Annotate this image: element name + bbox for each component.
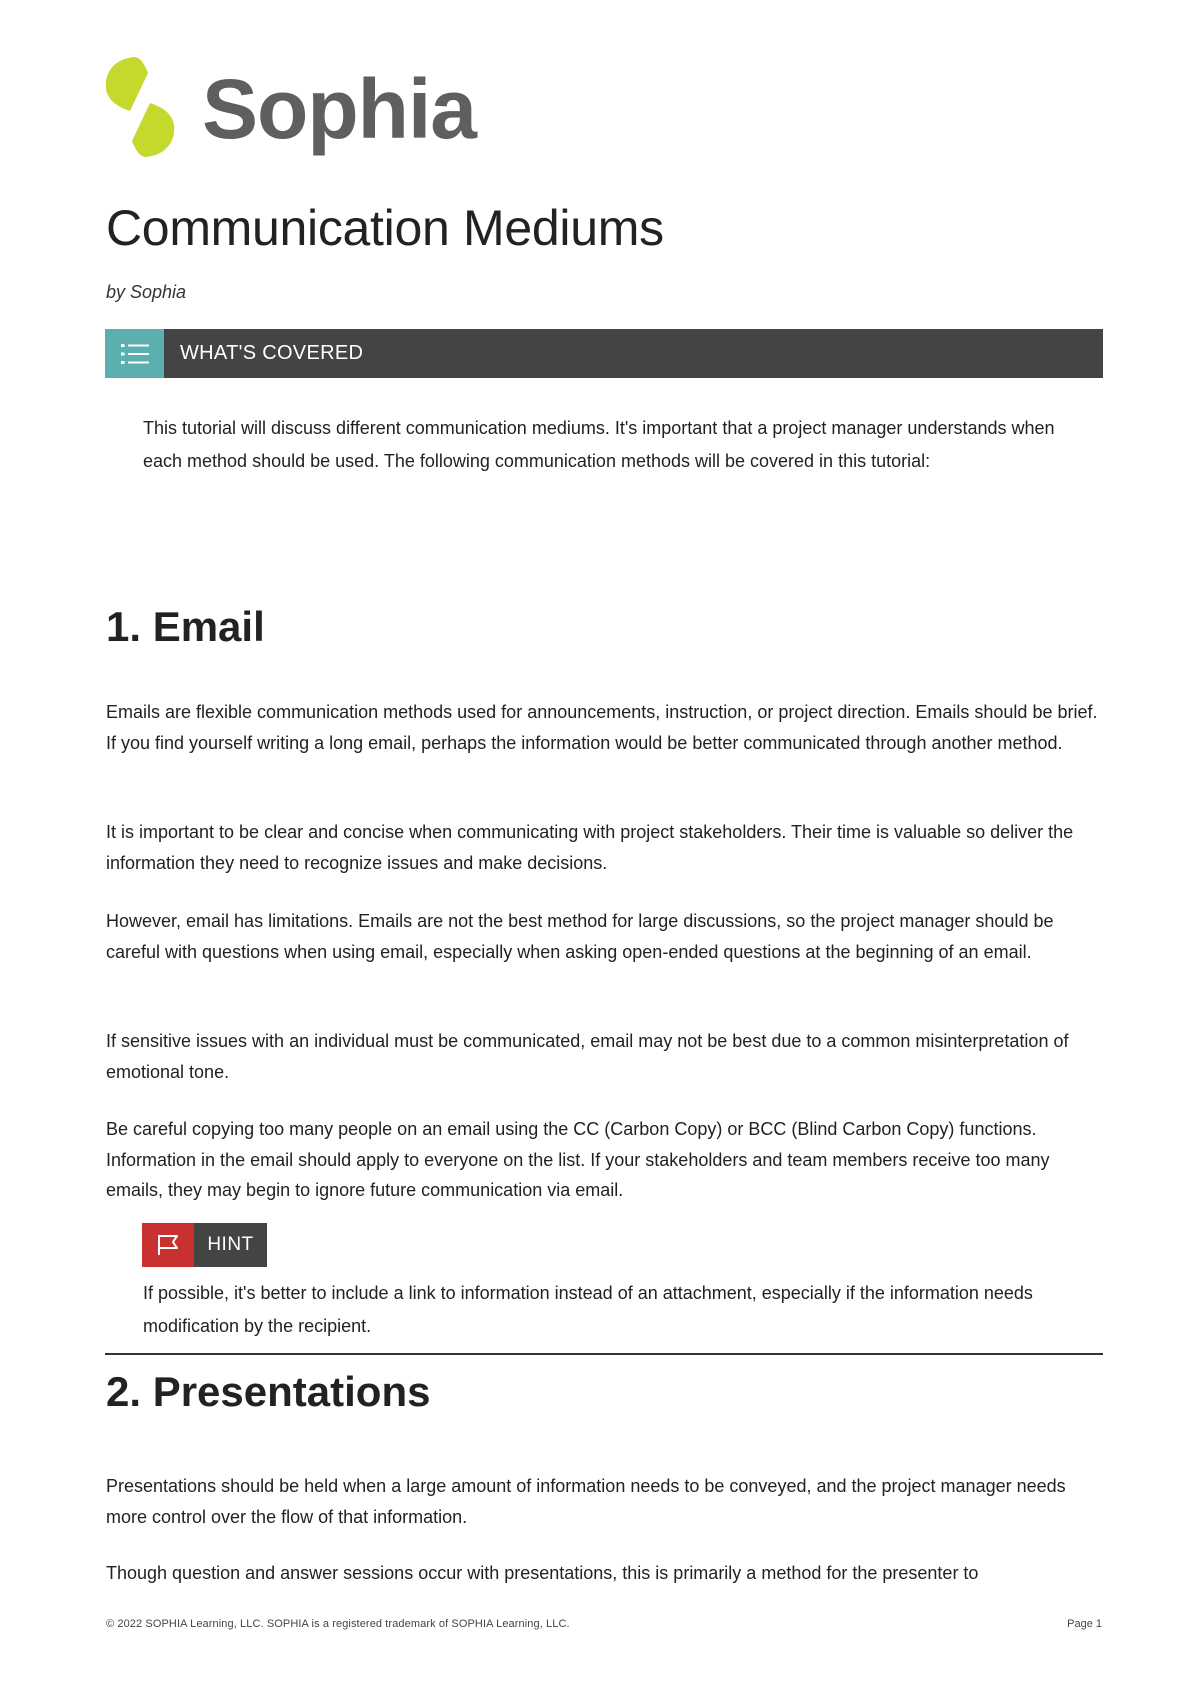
email-paragraph-4: If sensitive issues with an individual must be communicated, email may not be best due to a common misinterpretation of emotional tone. [106,1031,1069,1082]
whats-covered-header [105,329,1103,378]
presentations-paragraph-2: Though question and answer sessions occur with presentations, this is primarily a method for the presenter to [106,1563,979,1583]
flag-icon [156,1233,180,1257]
sophia-logo [104,55,477,159]
page-title: Communication Mediums [106,200,664,256]
section-title: Email [152,603,265,650]
hint-text: If possible, it's better to include a link to information instead of an attachment, especially if the information needs modification by the recipient. [143,1283,1033,1336]
section-title: Presentations [152,1368,431,1415]
section-heading-email [106,599,265,655]
byline: by Sophia [106,282,187,302]
hint-icon-box [142,1223,194,1267]
footer-copyright: © 2022 SOPHIA Learning, LLC. SOPHIA is a registered trademark of SOPHIA Learning, LLC. [106,1618,570,1630]
footer-page-number: Page 1 [1067,1618,1102,1630]
section-number: 2. [106,1368,142,1415]
section-divider [105,1353,1103,1355]
email-paragraph-2: It is important to be clear and concise when communicating with project stakeholders. Their time is valuable so deliver the information they need to recognize issues and make decisions. [106,822,1074,873]
email-paragraph-1: Emails are flexible communication methods used for announcements, instruction, or project direction. Emails should be brief. If you find yourself writing a long email, perhaps the information would be better communicated through another method. [106,702,1098,753]
hint-label: HINT [194,1223,267,1267]
presentations-paragraph-1: Presentations should be held when a large amount of information needs to be conveyed, and the project manager needs more control over the flow of that information. [106,1476,1066,1527]
email-paragraph-3: However, email has limitations. Emails are not the best method for large discussions, so the project manager should be careful with questions when using email, especially when asking open-ended questions at the beginning of an email. [106,911,1054,962]
sophia-wordmark: Sophia [202,62,477,156]
whats-covered-icon-box [105,329,164,378]
list-icon [121,342,149,366]
whats-covered-text: This tutorial will discuss different communication mediums. It's important that a project manager understands when each method should be used. The following communication methods will be covered in this tutorial: [143,418,1055,471]
section-number: 1. [106,603,142,650]
email-paragraph-5: Be careful copying too many people on an email using the CC (Carbon Copy) or BCC (Blind Carbon Copy) functions. Information in the email should apply to everyone on the list. If your stakeholders and team members receive too many emails, they may begin to ignore future communication via email. [106,1119,1050,1200]
whats-covered-label: WHAT'S COVERED [180,342,364,364]
sophia-s-mark-icon [104,55,176,159]
section-heading-presentations [106,1364,430,1420]
hint-badge [142,1223,267,1267]
